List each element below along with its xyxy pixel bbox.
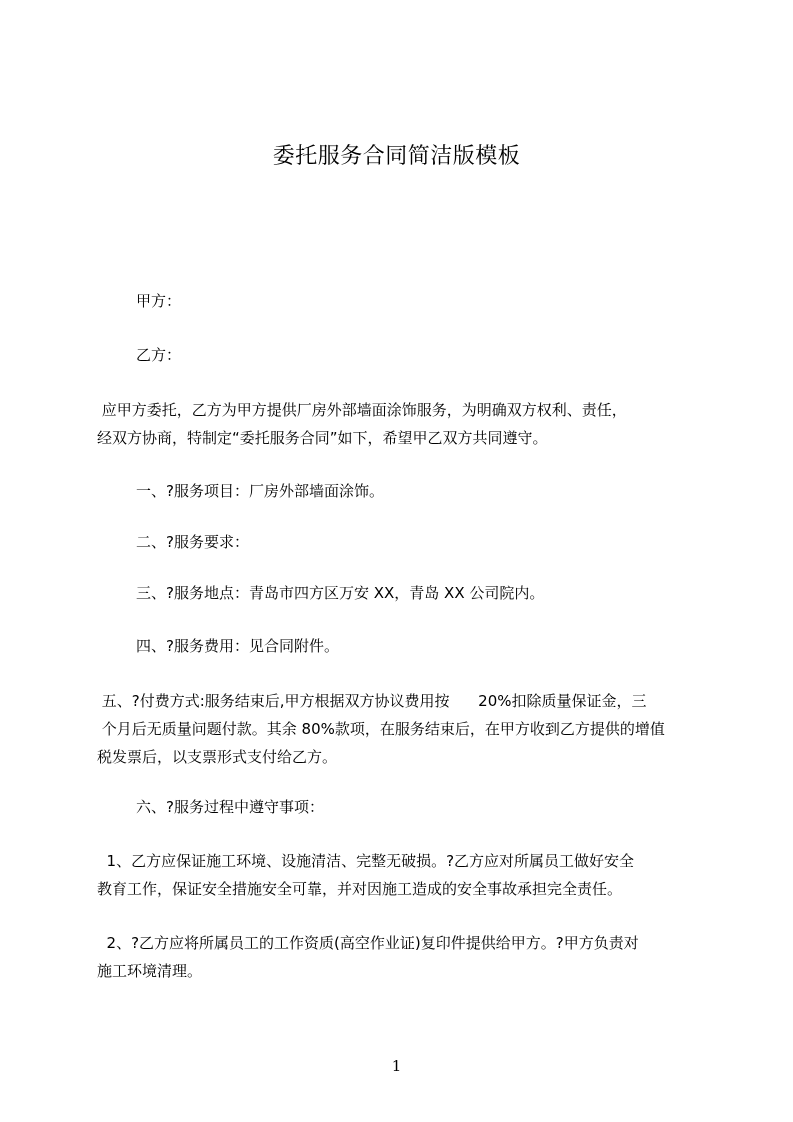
compliance-rule-2 [97, 929, 703, 985]
party-b-label: 乙方： [136, 346, 182, 364]
rule-line: 施工环境清理。 [97, 962, 203, 980]
payment-line: 个月后无质量问题付款。其余 80%款项，在服务结束后，在甲方收到乙方提供的增值 [97, 720, 665, 738]
party-a-label: 甲方： [136, 292, 182, 310]
compliance-rule-1 [97, 847, 703, 903]
page-number: 1 [391, 1057, 402, 1075]
intro-paragraph [97, 396, 703, 452]
payment-line: 五、?付费方式:服务结束后,甲方根据双方协议费用按 20%扣除质量保证金，三 [97, 692, 647, 710]
clause-service-fee: 四、?服务费用：见合同附件。 [136, 637, 339, 655]
rule-line: 教育工作，保证安全措施安全可靠，并对因施工造成的安全事故承担完全责任。 [97, 880, 623, 898]
clause-service-requirements: 二、?服务要求： [136, 533, 249, 551]
clause-service-item: 一、?服务项目：厂房外部墙面涂饰。 [136, 482, 384, 500]
document-title: 委托服务合同简洁版模板 [272, 144, 521, 169]
payment-line: 税发票后，以支票形式支付给乙方。 [97, 748, 338, 766]
intro-line: 经双方协商，特制定“委托服务合同”如下，希望甲乙双方共同遵守。 [97, 429, 548, 447]
clause-compliance-heading: 六、?服务过程中遵守事项： [136, 798, 324, 816]
rule-line: 2、?乙方应将所属员工的工作资质(高空作业证)复印件提供给甲方。?甲方负责对 [97, 934, 639, 952]
clause-payment-method [97, 687, 703, 771]
clause-service-location: 三、?服务地点：青岛市四方区万安 XX，青岛 XX 公司院内。 [136, 584, 545, 602]
intro-line: 应甲方委托，乙方为甲方提供厂房外部墙面涂饰服务，为明确双方权利、责任， [97, 401, 627, 419]
rule-line: 1、乙方应保证施工环境、设施清洁、完整无破损。?乙方应对所属员工做好安全 [97, 852, 635, 870]
